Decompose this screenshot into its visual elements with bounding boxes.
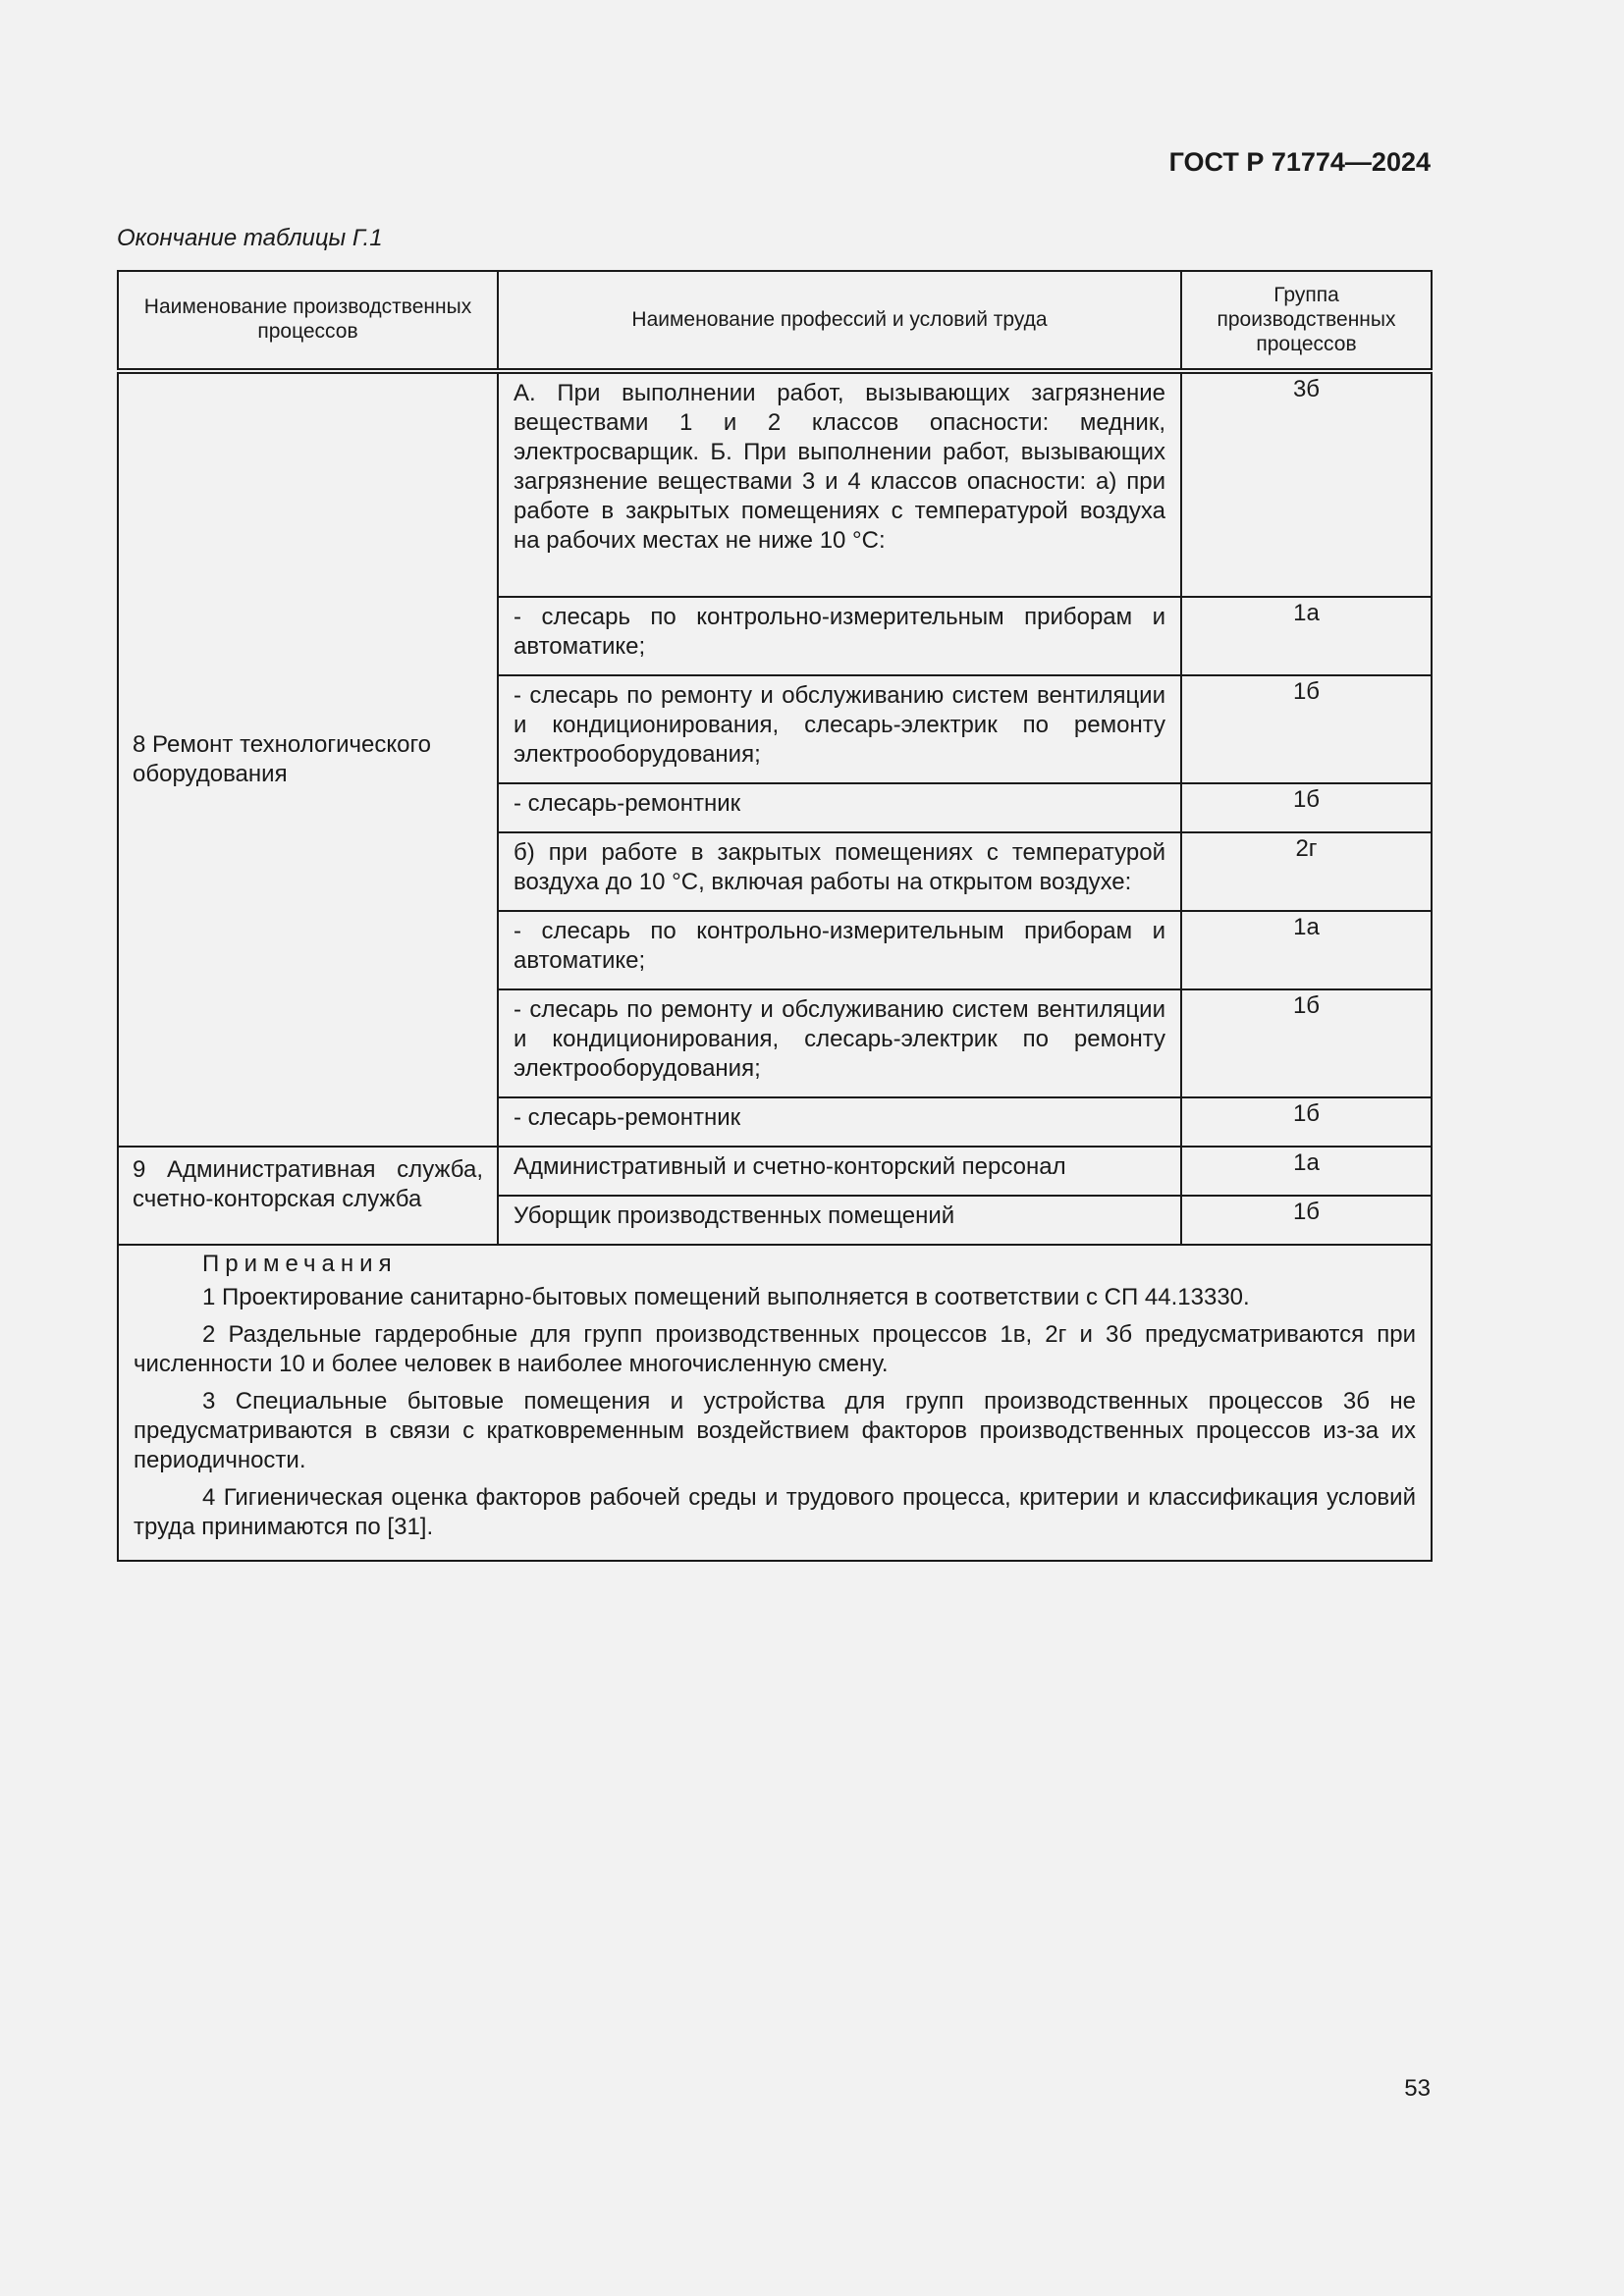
group-cell: 1б — [1181, 1196, 1432, 1245]
group-cell: 2г — [1181, 832, 1432, 911]
condition-cell: - слесарь по ремонту и обслуживанию систем вентиляции и кондиционирования, слесарь-электрик по ремонту электрооборудования; — [498, 675, 1181, 783]
column-header-professions: Наименование профессий и условий труда — [498, 271, 1181, 371]
note-item: 4 Гигиеническая оценка факторов рабочей среды и трудового процесса, критерии и классификация условий труда принимаются по [31]. — [134, 1484, 1416, 1540]
condition-cell: - слесарь по контрольно-измерительным приборам и автоматике; — [498, 597, 1181, 675]
table-caption: Окончание таблицы Г.1 — [117, 225, 383, 251]
group-cell: 1а — [1181, 1147, 1432, 1196]
table-row — [118, 371, 1432, 597]
group-cell: 1б — [1181, 783, 1432, 832]
condition-cell: Уборщик производственных помещений — [498, 1196, 1181, 1245]
group-cell: 1б — [1181, 675, 1432, 783]
process-name: 9 Административная служба, счетно-конторская служба — [133, 1156, 483, 1212]
hygiene-groups-table — [117, 270, 1433, 1562]
process-cell-9 — [118, 1147, 498, 1245]
condition-cell: - слесарь по контрольно-измерительным приборам и автоматике; — [498, 911, 1181, 989]
column-header-processes: Наименование производственных процессов — [118, 271, 498, 371]
column-header-group: Группа производственных процессов — [1181, 271, 1432, 371]
notes-cell — [118, 1245, 1432, 1561]
group-cell: 1б — [1181, 989, 1432, 1097]
note-item: 3 Специальные бытовые помещения и устройства для групп производственных процессов 3б не предусматриваются в связи с кратковременным воздействием факторов производственных процессов из-за их периодичности. — [134, 1388, 1416, 1473]
condition-cell: - слесарь по ремонту и обслуживанию систем вентиляции и кондиционирования, слесарь-электрик по ремонту электрооборудования; — [498, 989, 1181, 1097]
group-cell: 1а — [1181, 597, 1432, 675]
group-cell: 1а — [1181, 911, 1432, 989]
process-name: 8 Ремонт технологического оборудования — [133, 731, 432, 787]
condition-cell: Административный и счетно-конторский персонал — [498, 1147, 1181, 1196]
condition-cell: А. При выполнении работ, вызывающих загрязнение веществами 1 и 2 классов опасности: медник, электросварщик. Б. При выполнении работ, вызывающих загрязнение веществами 3 и 4 классов опасности: а) при работе в закрытых помещениях с температурой воздуха на рабочих местах не ниже 10 °С: — [498, 371, 1181, 597]
note-item: 1 Проектирование санитарно-бытовых помещений выполняется в соответствии с СП 44.13330. — [202, 1284, 1250, 1310]
group-cell: 1б — [1181, 1097, 1432, 1147]
process-cell-8 — [118, 371, 498, 1147]
table-header-row — [118, 271, 1432, 371]
condition-cell: - слесарь-ремонтник — [498, 1097, 1181, 1147]
notes-title: Примечания — [202, 1251, 398, 1277]
page-number: 53 — [1404, 2075, 1431, 2102]
condition-cell: - слесарь-ремонтник — [498, 783, 1181, 832]
document-standard-number: ГОСТ Р 71774—2024 — [1168, 147, 1431, 177]
group-cell: 3б — [1181, 371, 1432, 597]
note-item: 2 Раздельные гардеробные для групп производственных процессов 1в, 2г и 3б предусматриваются при численности 10 и более человек в наиболее многочисленную смену. — [134, 1321, 1416, 1377]
table-row — [118, 1147, 1432, 1196]
condition-cell: б) при работе в закрытых помещениях с температурой воздуха до 10 °С, включая работы на открытом воздухе: — [498, 832, 1181, 911]
notes-row — [118, 1245, 1432, 1561]
